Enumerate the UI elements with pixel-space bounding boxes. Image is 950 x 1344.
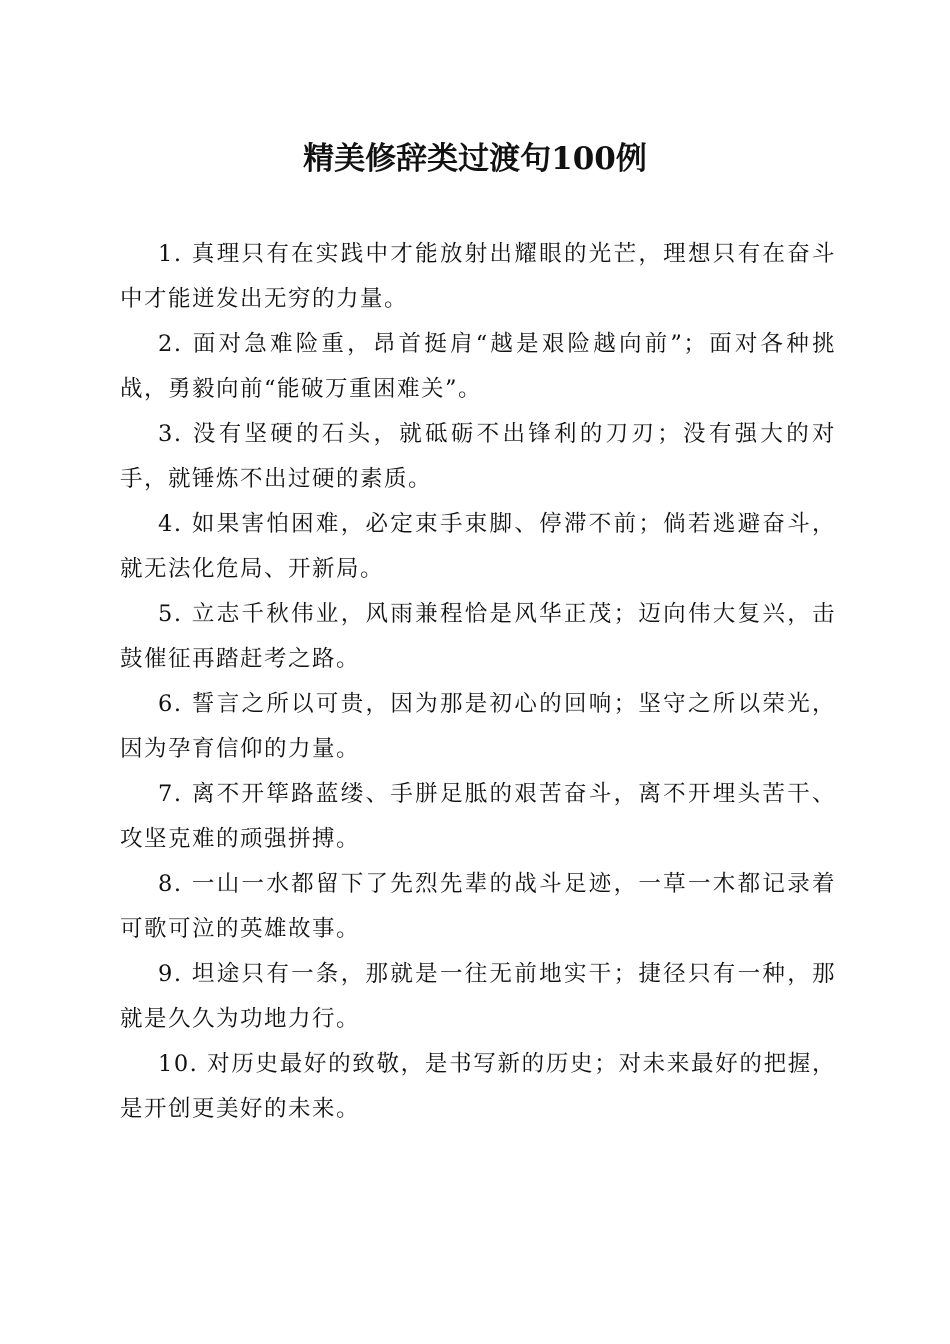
document-body	[120, 232, 836, 1132]
paragraph-4: 4. 如果害怕困难，必定束手束脚、停滞不前；倘若逃避奋斗，就无法化危局、开新局。	[120, 511, 836, 582]
paragraph-8: 8. 一山一水都留下了先烈先辈的战斗足迹，一草一木都记录着可歌可泣的英雄故事。	[120, 871, 836, 942]
paragraph-6: 6. 誓言之所以可贵，因为那是初心的回响；坚守之所以荣光，因为孕育信仰的力量。	[120, 691, 836, 762]
paragraph-5: 5. 立志千秋伟业，风雨兼程恰是风华正茂；迈向伟大复兴，击鼓催征再踏赶考之路。	[120, 601, 836, 672]
document-title: 精美修辞类过渡句100例	[303, 141, 647, 177]
paragraph-2: 2. 面对急难险重，昂首挺肩“越是艰险越向前”；面对各种挑战，勇毅向前“能破万重困难关”。	[120, 331, 836, 402]
paragraph-1: 1. 真理只有在实践中才能放射出耀眼的光芒，理想只有在奋斗中才能迸发出无穷的力量。	[120, 241, 836, 312]
paragraph-3: 3. 没有坚硬的石头，就砥砺不出锋利的刀刃；没有强大的对手，就锤炼不出过硬的素质。	[120, 421, 836, 492]
paragraph-9: 9. 坦途只有一条，那就是一往无前地实干；捷径只有一种，那就是久久为功地力行。	[120, 961, 836, 1032]
paragraph-10: 10. 对历史最好的致敬，是书写新的历史；对未来最好的把握，是开创更美好的未来。	[120, 1051, 836, 1122]
paragraph-7: 7. 离不开筚路蓝缕、手胼足胝的艰苦奋斗，离不开埋头苦干、攻坚克难的顽强拼搏。	[120, 781, 836, 852]
